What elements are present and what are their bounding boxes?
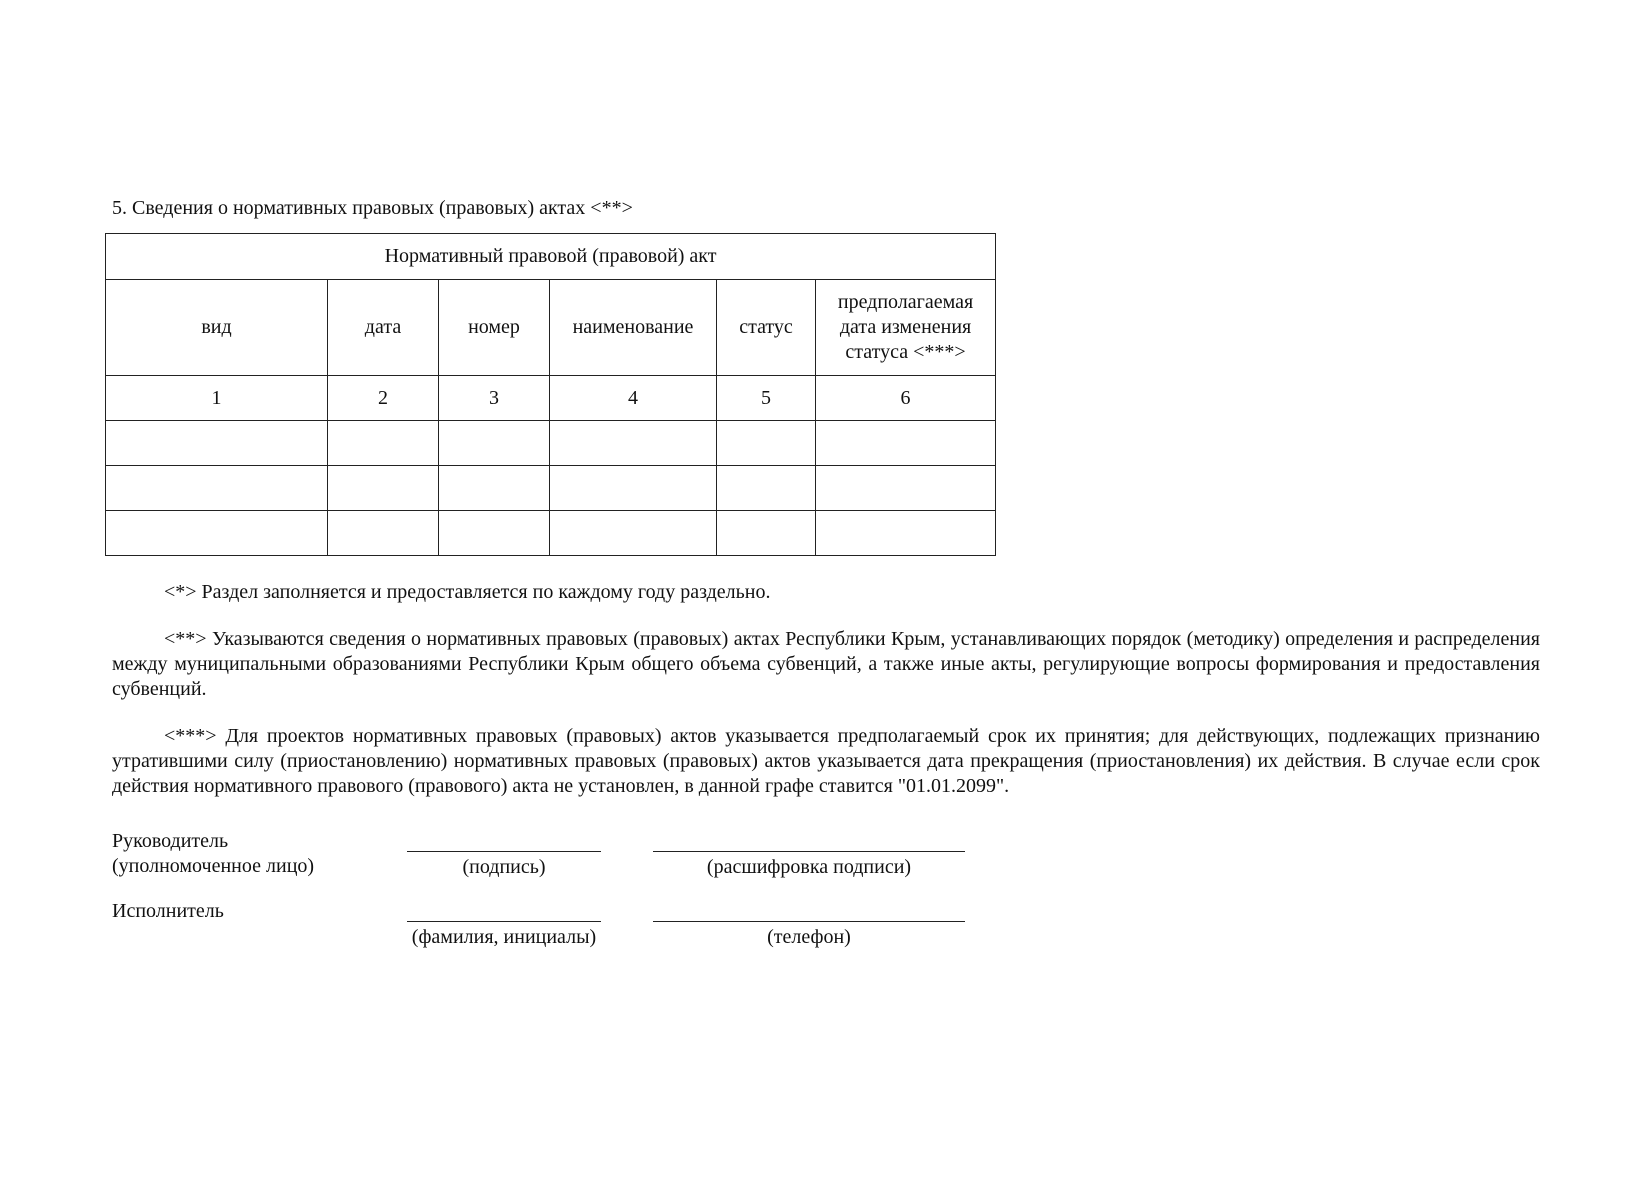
table-cell [106,421,328,466]
signature-line [407,851,601,852]
column-header-date: дата [328,280,439,376]
signature-decoding-line [653,851,965,852]
table-cell [106,466,328,511]
footnote-2: <**> Указываются сведения о нормативных правовых (правовых) актах Республики Крым, устанавливающих порядок (методику) определения и распределения между муниципальными образованиями Республики Крым общего объема субвенций, а также иные акты, регулирующие вопросы формирования и предоставления субвенций. [112,628,1540,700]
column-number-cell: 3 [439,376,550,421]
signature-caption: (подпись) [462,856,546,878]
table-cell [816,466,996,511]
table-cell [328,511,439,556]
executor-name-line [407,921,601,922]
footnote-3: <***> Для проектов нормативных правовых (правовых) актов указывается предполагаемый срок их принятия; для действующих, подлежащих признанию утратившими силу (приостановлению) нормативных правовых (правовых) актов указывается дата прекращения (приостановления) их действия. В случае если срок действия нормативного правового (правового) акта не установлен, в данной графе ставится "01.01.2099". [112,725,1540,797]
table-cell [550,421,717,466]
table-cell [717,466,816,511]
table-cell [717,421,816,466]
executor-label: Исполнитель [112,900,224,922]
table-cell [550,511,717,556]
group-header-cell: Нормативный правовой (правовой) акт [106,234,996,280]
table-cell [328,421,439,466]
table-group-header-row [106,234,996,280]
executor-phone-line [653,921,965,922]
head-label: Руководитель [112,830,229,852]
table-column-number-row [106,376,996,421]
column-header-status: статус [717,280,816,376]
table-row [106,511,996,556]
table-cell [717,511,816,556]
table-row [106,466,996,511]
column-number-cell: 4 [550,376,717,421]
column-header-type: вид [106,280,328,376]
column-header-number: номер [439,280,550,376]
table-cell [550,466,717,511]
column-header-status-change-date: предполагаемая дата изменения статуса <***> [816,280,996,376]
signature-decoding-caption: (расшифровка подписи) [706,856,912,878]
column-number-cell: 2 [328,376,439,421]
column-number-cell: 5 [717,376,816,421]
column-number-cell: 1 [106,376,328,421]
column-number-cell: 6 [816,376,996,421]
table-cell [439,511,550,556]
table-row [106,421,996,466]
head-label-subtitle: (уполномоченное лицо) [112,855,315,877]
table-cell [106,511,328,556]
section-title: 5. Сведения о нормативных правовых (правовых) актах <**> [112,197,633,219]
table-cell [816,511,996,556]
executor-phone-caption: (телефон) [767,926,851,948]
table-cell [439,421,550,466]
table-header-row [106,280,996,376]
table-cell [328,466,439,511]
column-header-name: наименование [550,280,717,376]
table-cell [816,421,996,466]
table-cell [439,466,550,511]
footnote-1: <*> Раздел заполняется и предоставляется по каждому году раздельно. [164,581,771,603]
executor-name-caption: (фамилия, инициалы) [411,926,597,948]
legal-acts-table [105,233,996,556]
